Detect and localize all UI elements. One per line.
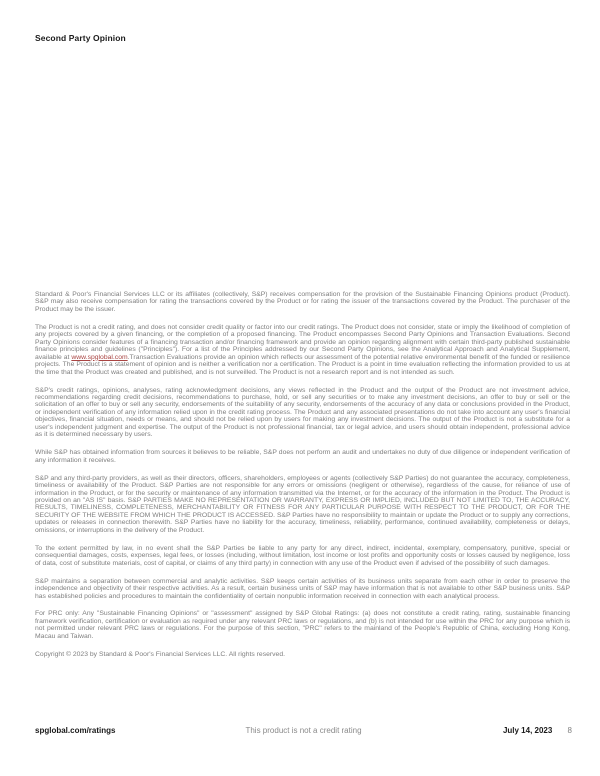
disclaimer-paragraph-no-warranty: S&P and any third-party providers, as well as their directors, officers, shareholders, employees or agents (collectively S&P Parties) do not guarantee the accuracy, completeness, timeliness or availability of the Product. S&P Parties are not responsible for any errors or omissions (negligent or otherwise), regardless of the cause, for reliance of use of information in the Product, or for the security or maintenance of any information transmitted via the Internet, or for the accuracy of the information in the Product. The Product is provided on an "AS IS" basis. S&P PARTIES MAKE NO REPRESENTATION OR WARRANTY, EXPRESS OR IMPLIED, INCLUDED BUT NOT LIMITED TO, THE ACCURACY, RESULTS, TIMELINESS, COMPLETENESS, MERCHANTABILITY OR FITNESS FOR ANY PARTICULAR PURPOSE WITH RESPECT TO THE PRODUCT, OR FOR THE SECURITY OF THE WEBSITE FROM WHICH THE PRODUCT IS ACCESSED. S&P Parties have no responsibility to maintain or update the Product or to supply any corrections, updates or releases in connection therewith. S&P Parties have no liability for the accuracy, timeliness, reliability, performance, continued availability, completeness or delays, omissions, or interruptions in the delivery of the Product. [35,474,571,534]
disclaimer-paragraph-product-description [35,324,570,376]
disclaimer-paragraph-prc-notice: For PRC only: Any "Sustainable Financing Opinions" or "assessment" assigned by S&P Global Ratings: (a) does not constitute a credit rating, rating, sustainable financing framework verification, certification or evaluation as required under any relevant PRC laws or regulations, and (b) is not intended for use within the PRC for any purpose which is not permitted under relevant PRC laws or regulations. For the purpose of this section, "PRC" refers to the mainland of the People's Republic of China, excluding Hong Kong, Macau and Taiwan. [35,610,570,640]
disclaimer-text-before-link: The Product is not a credit rating, and does not consider credit quality or factor into our credit ratings. The Product does not consider, state or imply the likelihood of completion of any projects covered by a given financing, or the completion of a proposed financing. The Product encompasses Second Party Opinions and Transaction Evaluations. Second Party Opinions consider features of a financing transaction and/or financing framework and provide an opinion regarding alignment with certain third-party published sustainable finance principles and guidelines ("Principles"). For a list of the Principles addressed by our Second Party Opinions, see the Analytical Approach and Analytical Supplement, available at [35,323,570,361]
footer-site-link[interactable]: spglobal.com/ratings [35,726,116,735]
page-title: Second Party Opinion [35,33,126,43]
disclaimer-paragraph-separation-of-activities: S&P maintains a separation between commercial and analytic activities. S&P keeps certain activities of its business units separate from each other in order to preserve the independence and objectivity of their respective activities. As a result, certain business units of S&P may have information that is not available to other S&P business units. S&P has established policies and procedures to maintain the confidentiality of certain nonpublic information received in connection with each analytical process. [35,577,570,600]
spglobal-website-link[interactable]: www.spglobal.com [71,353,128,361]
page-footer [35,726,572,740]
disclaimer-paragraph-not-investment-advice: S&P's credit ratings, opinions, analyses, rating acknowledgment decisions, any views reflected in the Product and the output of the Product are not investment advice, recommendations regarding credit decisions, recommendations to purchase, hold, or sell any securities or to make any investment decisions, an offer to buy or sell or the solicitation of an offer to buy or sell any security, endorsements of the suitability of any security, endorsements of the accuracy of any data or conclusions provided in the Product, or independent verification of any information relied upon in the credit rating process. The Product and any associated presentations do not take into account any user's financial objectives, financial situation, needs or means, and should not be relied upon by users for making any investment decisions. The output of the Product is not a substitute for a user's independent judgment and expertise. The output of the Product is not professional financial, tax or legal advice, and users should obtain independent, professional advice as it is determined necessary by users. [35,386,570,439]
disclaimer-paragraph-liability-limit: To the extent permitted by law, in no event shall the S&P Parties be liable to any party for any direct, indirect, incidental, exemplary, compensatory, punitive, special or consequential damages, costs, expenses, legal fees, or losses (including, without limitation, lost income or lost profits and opportunity costs or losses caused by negligence, loss of data, cost of substitute materials, cost of capital, or claims of any third party) in connection with any use of the Product even if advised of the possibility of such damages. [35,544,570,567]
disclaimer-body [35,291,570,658]
disclaimer-text-after-link: .Transaction Evaluations provide an opinion which reflects our assessment of the potential relative environmental benefit of the funded or resilience projects. The Product is a statement of opinion and is neither a verification nor a certification. The Product is a point in time evaluation reflecting the information provided to us at the time that the Product was created and published, and is not surveilled. The Product is not a research report and is not intended as such. [35,353,570,376]
footer-right-group [503,726,572,735]
disclaimer-paragraph-no-audit: While S&P has obtained information from sources it believes to be reliable, S&P does not perform an audit and undertakes no duty of due diligence or independent verification of any information it receives. [35,449,570,464]
footer-page-number: 8 [567,726,572,735]
footer-date: July 14, 2023 [502,726,553,735]
disclaimer-paragraph-compensation: Standard & Poor's Financial Services LLC or its affiliates (collectively, S&P) receives compensation for the provision of the Sustainable Financing Opinions product (Product). S&P may also receive compensation for rating the transactions covered by the Product or for rating the issuer of the transactions covered by the Product. The purchaser of the Product may be the issuer. [35,291,570,313]
disclaimer-paragraph-copyright: Copyright © 2023 by Standard & Poor's Financial Services LLC. All rights reserved. [35,650,285,658]
footer-not-credit-rating-note: This product is not a credit rating [245,726,362,735]
